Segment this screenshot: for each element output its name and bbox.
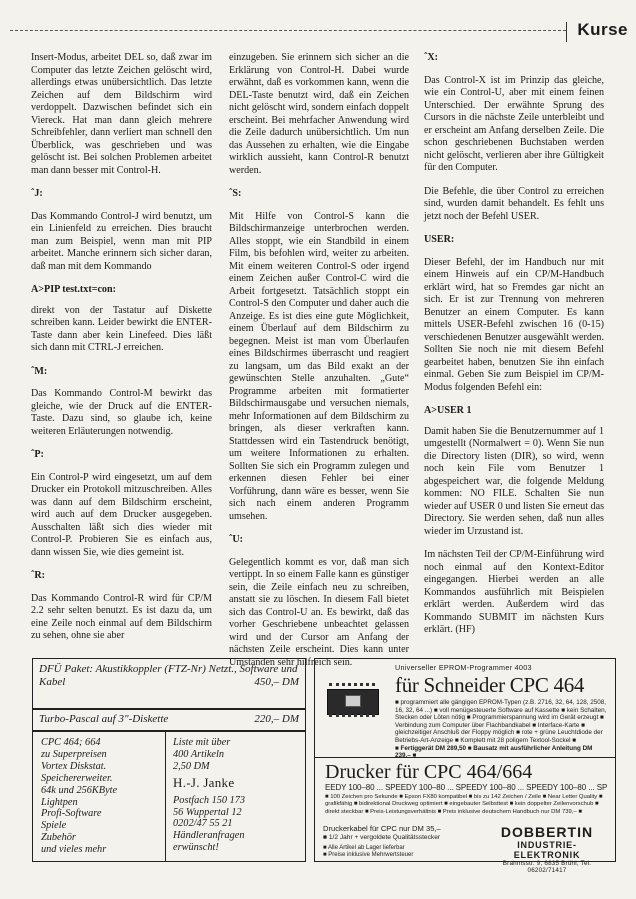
ad-line: CPC 464; 664 [41, 737, 101, 748]
ad-turbo-price: 220,– DM [254, 713, 299, 725]
section-title: Kurse [577, 20, 628, 39]
section-heading: USER: [424, 234, 455, 245]
brand-name: DOBBERTIN [500, 824, 594, 840]
ad-line: 0202/47 55 21 [173, 818, 233, 830]
ad-dobbertin [314, 658, 616, 874]
command-example: A>PIP test.txt=con: [31, 284, 116, 295]
ad-printer-features: ■ 100 Zeichen pro Sekunde ■ Epson FX80 kompatibel ■ bis zu 142 Zeichen / Zeile ■ Near Letter Quality ■ grafikfähig ■ bidirektional Druckweg optimiert ■ eingebauter Selbsttest ■ kein doppelter Zeilenvorschub ■ direkt steckbar ■ Preis-Leistungsverhältnis ■ Preis inklusive deutschem Handbuch nur DM 739,– ■ [325, 794, 603, 815]
paragraph: Mit Hilfe von Control-S kann die Bildschirmanzeige unterbrochen werden. Alles stoppt, wie ein Standbild in einem Film, bis befohlen wird, weiter zu arbeiten. Mit einem weiteren Control-S oder irgend einem Zeichen außer Control-C wird die Arbeit fortgesetzt. Tatsächlich stoppt ein Control-S den Computer und daher auch die Anzeige. Es ist dies eine gute Möglichkeit, einem Überlauf auf dem Bildschirm zu begegnen. Meist ist man vom Überlaufen eines Bildschirmes überrascht und reagiert zu langsam, um das Bild exakt an der gewünschten Stelle anzuhalten. „Gute“ Programme arbeiten mit formatierter Bildschirmausgabe und versuchen niemals, mehr Informationen auf dem Bildschirm zu bringen, als dieser verkraften kann. Stattdessen wird ein Tastendruck benötigt, um weitere Informationen zu erhalten. Sollten Sie sich ein Programm zulegen und erkennen diesen Fehler bei einer Vorführung, dann wäre es besser, wenn Sie sich nach einem anderen Programm umsehen. [229, 210, 409, 522]
ad-footnotes: ■ Alle Artikel ab Lager lieferbar ■ Preise inklusive Mehrwertsteuer [323, 845, 414, 859]
paragraph: Gelegentlich kommt es vor, daß man sich vertippt. In so einem Falle kann es günstiger sein, die Zeile einfach neu zu schreiben, anstatt sie zu löschen. In diesem Fall bietet sich das Control-U an. Es bewirkt, daß das vorher Geschriebene unbeachtet gelassen wird und der Cursor am Anfang der nächsten Zeile erscheint. Dies kann unter Umständen sehr hilfreich sein. [229, 556, 409, 668]
ad-janke-address [173, 795, 301, 855]
paragraph: Dieser Befehl, der im Handbuch nur mit einem Hinweis auf ein CP/M-Handbuch erklärt wird, hat so Fremdes gar nicht an sich. Er ist zur Trennung von mehreren Benutzer an einem Computer. Es kann mittels USER-Befehl zwischen 16 (0-15) verschiedenen Benutzer ausgewählt werden. Sollten Sie noch nie mit diesem Befehl gearbeitet haben, benutzen Sie ihn einfach einmal. Geben Sie zum Beispiel im CP/M-Modus folgenden Befehl ein: [424, 256, 604, 393]
paragraph: Das Kommando Control-J wird benutzt, um ein Linienfeld zu erreichen. Dies braucht man zum Beispiel, wenn man mit PIP arbeitet. Manche erinnern sich sicher daran, daß man mit dem Kommando [31, 210, 212, 272]
ad-cpc-list [41, 737, 161, 856]
ad-separator [315, 757, 615, 758]
ad-eprom-top: Universeller EPROM-Programmer 4003 [395, 663, 532, 672]
ad-eprom-features: ■ programmiert alle gängigen EPROM-Typen (z.B. 2716, 32, 64, 128, 2508, 16, 32, 64 ...) ■ voll menügesteuerte Software auf Kassette ■ kein Schalten, Stecken oder Löten nötig ■ Programmierspannung wird im Gerät erzeugt ■ Verbindung zum Computer über Flachbandkabel ■ Interface-Karte ■ gleichzeitiger Anschluß der Floppy möglich ■ rote + grüne Leuchtdiode der Betriebs-Art-Anzeige ■ Komplett mit 28 poligem Textool-Sockel ■ ■ Fertiggerät DM 289,50 ■ Bausatz mit ausführlicher Anleitung DM 239,– ■ [395, 699, 607, 760]
paragraph: Das Control-X ist im Prinzip das gleiche, wie ein Control-U, aber mit einem feinen Unterschied. Der erwähnte Sprung des Cursors in die nächste Zeile unterbleibt und er erscheint am Anfang derselben Zeile. Die schon geschriebenen Buchstaben werden nicht gelöscht, verlieren aber ihre Gültigkeit für den Computer. [424, 74, 604, 173]
paragraph: Ein Control-P wird eingesetzt, um auf dem Drucker ein Protokoll mitzuschreiben. Alles was dann auf dem Bildschirm erscheint, wird auch auf dem Drucker ausgegeben. Ausschalten läßt sich dies wieder mit Control-P. Probieren Sie es einfach aus, dann wissen Sie, wie dies gemeint ist. [31, 471, 212, 558]
brand-address: Brahmsstr. 9, 6835 Brühl, Tel. 06202/71417 [502, 860, 592, 874]
paragraph: einzugeben. Sie erinnern sich sicher an die Erklärung von Control-H. Dabei wurde erwähnt, daß es vorkommen kann, wenn die DEL-Taste benutzt wird, daß ein Zeichen nicht gelöscht wird, sondern einfach doppelt erscheint. Bei mehrfacher Anwendung wird die Zeile dadurch unübersichtlich. Um nun das Aussehen zu erhalten, wie die Eingabe wirklich aussieht, kann Control-R benutzt werden. [229, 52, 409, 176]
ad-line: 64k und 256KByte [41, 784, 118, 796]
paragraph: Die Befehle, die über Control zu erreichen sind, wurden damit behandelt. Es fehlt uns jetzt noch der Befehl USER. [424, 185, 604, 222]
ad-line: Spiele [41, 820, 67, 832]
ad-eprom-prices: ■ Fertiggerät DM 289,50 ■ Bausatz mit ausführlicher Anleitung DM 239,– ■ [395, 744, 593, 760]
ad-line: und vieles mehr [41, 844, 107, 856]
ad-printer-headline: Drucker für CPC 464/664 [325, 761, 533, 783]
brand-subtitle: INDUSTRIE-ELEKTRONIK [513, 840, 581, 860]
ad-turbo-pascal [32, 708, 306, 732]
ad-janke [32, 730, 306, 862]
ad-line: Postfach 150 173 [173, 794, 246, 806]
command-example: A>USER 1 [424, 405, 472, 416]
ad-line: Speichererweiter. [41, 772, 113, 784]
ad-dfue-package [32, 658, 306, 710]
ad-divider [165, 731, 166, 861]
ad-janke-name: H.-J. Janke [173, 774, 235, 790]
ad-janke-list [173, 737, 301, 773]
ad-line: Händleranfragen [173, 830, 245, 842]
text-column-3 [424, 52, 604, 648]
paragraph: Damit haben Sie die Benutzernummer auf 1 umgestellt (Normalwert = 0). Wenn Sie nun die Directory listen (DIR), so wird, wenn noch kein File vom Benutzer 1 abgespeichert war, die folgende Meldung kommen: NO FILE. Schalten Sie nun wieder auf USER 0 und listen Sie erneut das Directory. Sie werden sehen, daß nun alles wieder im Urzustand ist. [424, 425, 604, 537]
ad-eprom-headline: für Schneider CPC 464 [395, 673, 585, 697]
ad-dfue-price: 450,– DM [254, 676, 299, 688]
paragraph: Das Kommando Control-R wird für CP/M 2.2 sehr selten benutzt. Es ist dazu da, um eine Zeile noch einmal auf dem Bildschirm zu sehen, ohne sie aber [31, 592, 212, 641]
ad-cable-price: Druckerkabel für CPC nur DM 35,– [323, 824, 441, 833]
section-heading: ˆJ: [31, 188, 43, 199]
ad-printer-models: EEDY 100–80 ... SPEEDY 100–80 ... SPEEDY 100–80 ... SPEEDY 100–80 ... SP [325, 783, 608, 792]
paragraph: Insert-Modus, arbeitet DEL so, daß zwar im Computer das letzte Zeichen gelöscht wird, allerdings etwas unübersichtlich. Das letzte Zeichen auf dem Bildschirm wird verdoppelt. Dazwischen befindet sich ein Viereck. Hat man dann gleich mehrere Schreibfehler, dann verliert man schnell den Überblick, was geschrieben und was gelöscht ist. Bei solchen Problemen arbeitet man dann besser mit Control-H. [31, 52, 212, 176]
paragraph: Das Kommando Control-M bewirkt das gleiche, wie der Druck auf die ENTER-Taste. Dazu sind, so glaube ich, keine weiteren Erläuterungen notwendig. [31, 388, 212, 437]
paragraph: Im nächsten Teil der CP/M-Einführung wird noch einmal auf den Kontext-Editor eingegangen. Hierbei werden an alle Kommandos ausführlich mit Beispielen erklärt werden. Außerdem wird das Kommando SUBMIT im nächsten Kurs erklärt. (HF) [424, 549, 604, 635]
ad-line: 400 Artikeln [173, 748, 225, 760]
ad-line: Zubehör [41, 832, 76, 844]
section-heading: ˆM: [31, 365, 48, 377]
ad-dfue-text: DFÜ Paket: Akustikkoppler (FTZ-Nr) Netzt., Software und Kabel [39, 663, 298, 688]
ad-line: 2,50 DM [173, 760, 210, 772]
section-heading: ˆS: [229, 188, 242, 199]
text-column-1 [31, 52, 212, 654]
ad-line: zu Superpreisen [41, 748, 107, 760]
ad-brand [485, 824, 609, 874]
ad-line: Liste mit über [173, 737, 231, 748]
ad-line: Vortex Diskstat. [41, 760, 107, 772]
text-column-2 [229, 52, 409, 680]
paragraph: direkt von der Tastatur auf Diskette schreiben kann. Leider bewirkt die ENTER-Taste dann aber kein Linefeed. Dies läßt sich dann mit CTRL-J erreichen. [31, 304, 212, 353]
ad-janke-contact [173, 737, 301, 854]
ad-line: Lightpen [41, 796, 78, 808]
ad-line: Profi-Software [41, 808, 102, 820]
header-rule [10, 30, 566, 31]
ad-turbo-text: Turbo-Pascal auf 3"-Diskette [39, 713, 169, 725]
ad-line: 56 Wuppertal 12 [173, 806, 242, 818]
section-heading: ˆP: [31, 449, 44, 460]
section-heading: ˆX: [424, 52, 439, 63]
section-heading: ˆU: [229, 534, 244, 545]
ad-line: erwünscht! [173, 842, 219, 854]
section-heading: ˆR: [31, 570, 46, 581]
ad-order-info: Druckerkabel für CPC nur DM 35,– ■ 1/2 Jahr + vergoldete Qualitätsstecker [323, 824, 441, 841]
eprom-chip-icon [323, 679, 387, 719]
